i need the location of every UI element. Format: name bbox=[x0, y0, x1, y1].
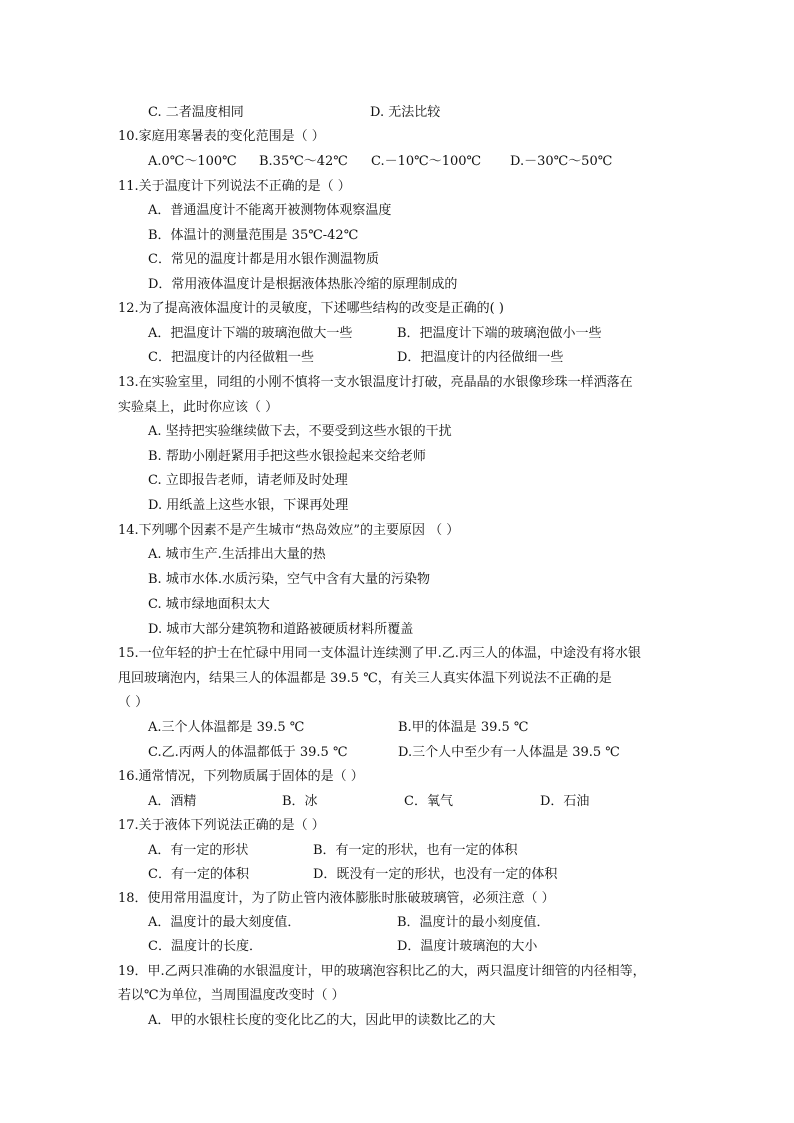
option-text: C．有一定的体积 bbox=[148, 867, 249, 882]
question-19-line1 bbox=[118, 963, 646, 981]
question-text: 甩回玻璃泡内，结果三人的体温都是 39.5 ℃，有关三人真实体温下列说法不正确的是 bbox=[118, 671, 612, 686]
option-11c bbox=[148, 251, 379, 269]
question-12 bbox=[118, 300, 504, 318]
option-11d bbox=[148, 276, 457, 294]
option-text: A. 坚持把实验继续做下去，不要受到这些水银的干扰 bbox=[148, 424, 452, 439]
question-19-line2 bbox=[118, 987, 345, 1005]
option-14d bbox=[148, 621, 413, 639]
option-text: B．冰 bbox=[282, 794, 318, 809]
option-text: C.－10℃～100℃ bbox=[371, 154, 482, 169]
option-text: A．酒精 bbox=[148, 794, 197, 809]
option-13c bbox=[148, 472, 348, 490]
options-10 bbox=[148, 153, 613, 171]
option-text: D. 城市大部分建筑物和道路被硬质材料所覆盖 bbox=[148, 622, 414, 637]
question-text: 19．甲.乙两只准确的水银温度计，甲的玻璃泡容积比乙的大，两只温度计细管的内径相等， bbox=[118, 964, 646, 979]
question-18 bbox=[118, 890, 555, 908]
option-text: A．普通温度计不能离开被测物体观察温度 bbox=[148, 203, 392, 218]
option-text: D．把温度计的内径做细一些 bbox=[397, 350, 564, 365]
option-text: C．常见的温度计都是用水银作测温物质 bbox=[148, 252, 379, 267]
option-13d bbox=[148, 497, 348, 515]
options-17cd bbox=[148, 866, 558, 884]
question-16 bbox=[118, 768, 364, 786]
option-text: B．把温度计下端的玻璃泡做小一些 bbox=[397, 326, 602, 341]
option-text: A．把温度计下端的玻璃泡做大一些 bbox=[148, 326, 353, 341]
question-13-line1 bbox=[118, 374, 633, 392]
option-text: D．既没有一定的形状，也没有一定的体积 bbox=[313, 867, 558, 882]
option-13b bbox=[148, 448, 426, 466]
question-text: 15.一位年轻的护士在忙碌中用同一支体温计连续测了甲.乙.丙三人的体温，中途没有将水银 bbox=[118, 646, 641, 661]
options-17ab bbox=[148, 842, 518, 860]
option-text: B．体温计的测量范围是 35℃-42℃ bbox=[148, 228, 359, 243]
option-9c-9d bbox=[148, 104, 441, 122]
option-11b bbox=[148, 227, 358, 245]
option-text: D．温度计玻璃泡的大小 bbox=[397, 939, 538, 954]
option-text: A.三个人体温都是 39.5 ℃ bbox=[148, 720, 305, 735]
option-text: B.35℃～42℃ bbox=[259, 154, 348, 169]
options-16 bbox=[148, 793, 590, 811]
options-15ab bbox=[148, 719, 529, 737]
option-text: C. 城市绿地面积太大 bbox=[148, 597, 270, 612]
question-11 bbox=[118, 178, 351, 196]
question-13-line2 bbox=[118, 399, 278, 417]
option-14c bbox=[148, 596, 270, 614]
options-15cd bbox=[148, 744, 620, 762]
option-14b bbox=[148, 571, 430, 589]
option-11a bbox=[148, 202, 391, 220]
option-text: A．甲的水银柱长度的变化比乙的大，因此甲的读数比乙的大 bbox=[148, 1013, 496, 1028]
question-17 bbox=[118, 817, 325, 835]
option-text: D. 无法比较 bbox=[370, 105, 441, 120]
question-15-line3 bbox=[118, 694, 148, 712]
option-text: A.0℃～100℃ bbox=[148, 154, 237, 169]
question-15-line1 bbox=[118, 645, 641, 663]
option-text: B．有一定的形状，也有一定的体积 bbox=[313, 843, 518, 858]
question-14 bbox=[118, 522, 459, 540]
question-text: 14.下列哪个因素不是产生城市“热岛效应”的主要原因 （ ） bbox=[118, 523, 460, 538]
question-text: 实验桌上，此时你应该（ ） bbox=[118, 400, 279, 415]
option-text: D.三个人中至少有一人体温是 39.5 ℃ bbox=[398, 745, 620, 760]
question-text: 13.在实验室里，同组的小刚不慎将一支水银温度计打破，亮晶晶的水银像珍珠一样洒落在 bbox=[118, 375, 633, 390]
option-text: C．温度计的长度． bbox=[148, 939, 262, 954]
options-18cd bbox=[148, 938, 538, 956]
option-text: B. 城市水体.水质污染，空气中含有大量的污染物 bbox=[148, 572, 430, 587]
option-text: B．温度计的最小刻度值． bbox=[397, 915, 550, 930]
question-10 bbox=[118, 128, 325, 146]
question-15-line2 bbox=[118, 670, 612, 688]
option-19a bbox=[148, 1012, 495, 1030]
question-text: 11.关于温度计下列说法不正确的是（ ） bbox=[118, 179, 351, 194]
question-text: 10.家庭用寒暑表的变化范围是（ ） bbox=[118, 129, 325, 144]
option-text: A. 城市生产.生活排出大量的热 bbox=[148, 547, 326, 562]
question-text: 12.为了提高液体温度计的灵敏度，下述哪些结构的改变是正确的( ) bbox=[118, 301, 504, 316]
option-text: D．常用液体温度计是根据液体热胀冷缩的原理制成的 bbox=[148, 277, 458, 292]
question-text: 16.通常情况，下列物质属于固体的是（ ） bbox=[118, 769, 364, 784]
option-text: C.乙.丙两人的体温都低于 39.5 ℃ bbox=[148, 745, 348, 760]
options-12cd bbox=[148, 349, 564, 367]
question-text: （ ） bbox=[118, 695, 149, 710]
option-text: D. 用纸盖上这些水银，下课再处理 bbox=[148, 498, 349, 513]
option-text: C．氧气 bbox=[404, 794, 453, 809]
option-text: C. 二者温度相同 bbox=[148, 105, 244, 120]
option-text: D.－30℃～50℃ bbox=[510, 154, 613, 169]
option-text: B. 帮助小刚赶紧用手把这些水银捡起来交给老师 bbox=[148, 449, 426, 464]
options-12ab bbox=[148, 325, 602, 343]
option-text: B.甲的体温是 39.5 ℃ bbox=[398, 720, 529, 735]
option-text: C. 立即报告老师，请老师及时处理 bbox=[148, 473, 348, 488]
question-text: 17.关于液体下列说法正确的是（ ） bbox=[118, 818, 325, 833]
option-text: C．把温度计的内径做粗一些 bbox=[148, 350, 314, 365]
options-18ab bbox=[148, 914, 550, 932]
option-text: D．石油 bbox=[540, 794, 590, 809]
question-text: 18．使用常用温度计，为了防止管内液体膨胀时胀破玻璃管，必须注意（ ） bbox=[118, 891, 555, 906]
option-13a bbox=[148, 423, 452, 441]
question-text: 若以℃为单位，当周围温度改变时（ ） bbox=[118, 988, 345, 1003]
option-14a bbox=[148, 546, 326, 564]
option-text: A．有一定的形状 bbox=[148, 843, 249, 858]
option-text: A．温度计的最大刻度值． bbox=[148, 915, 301, 930]
